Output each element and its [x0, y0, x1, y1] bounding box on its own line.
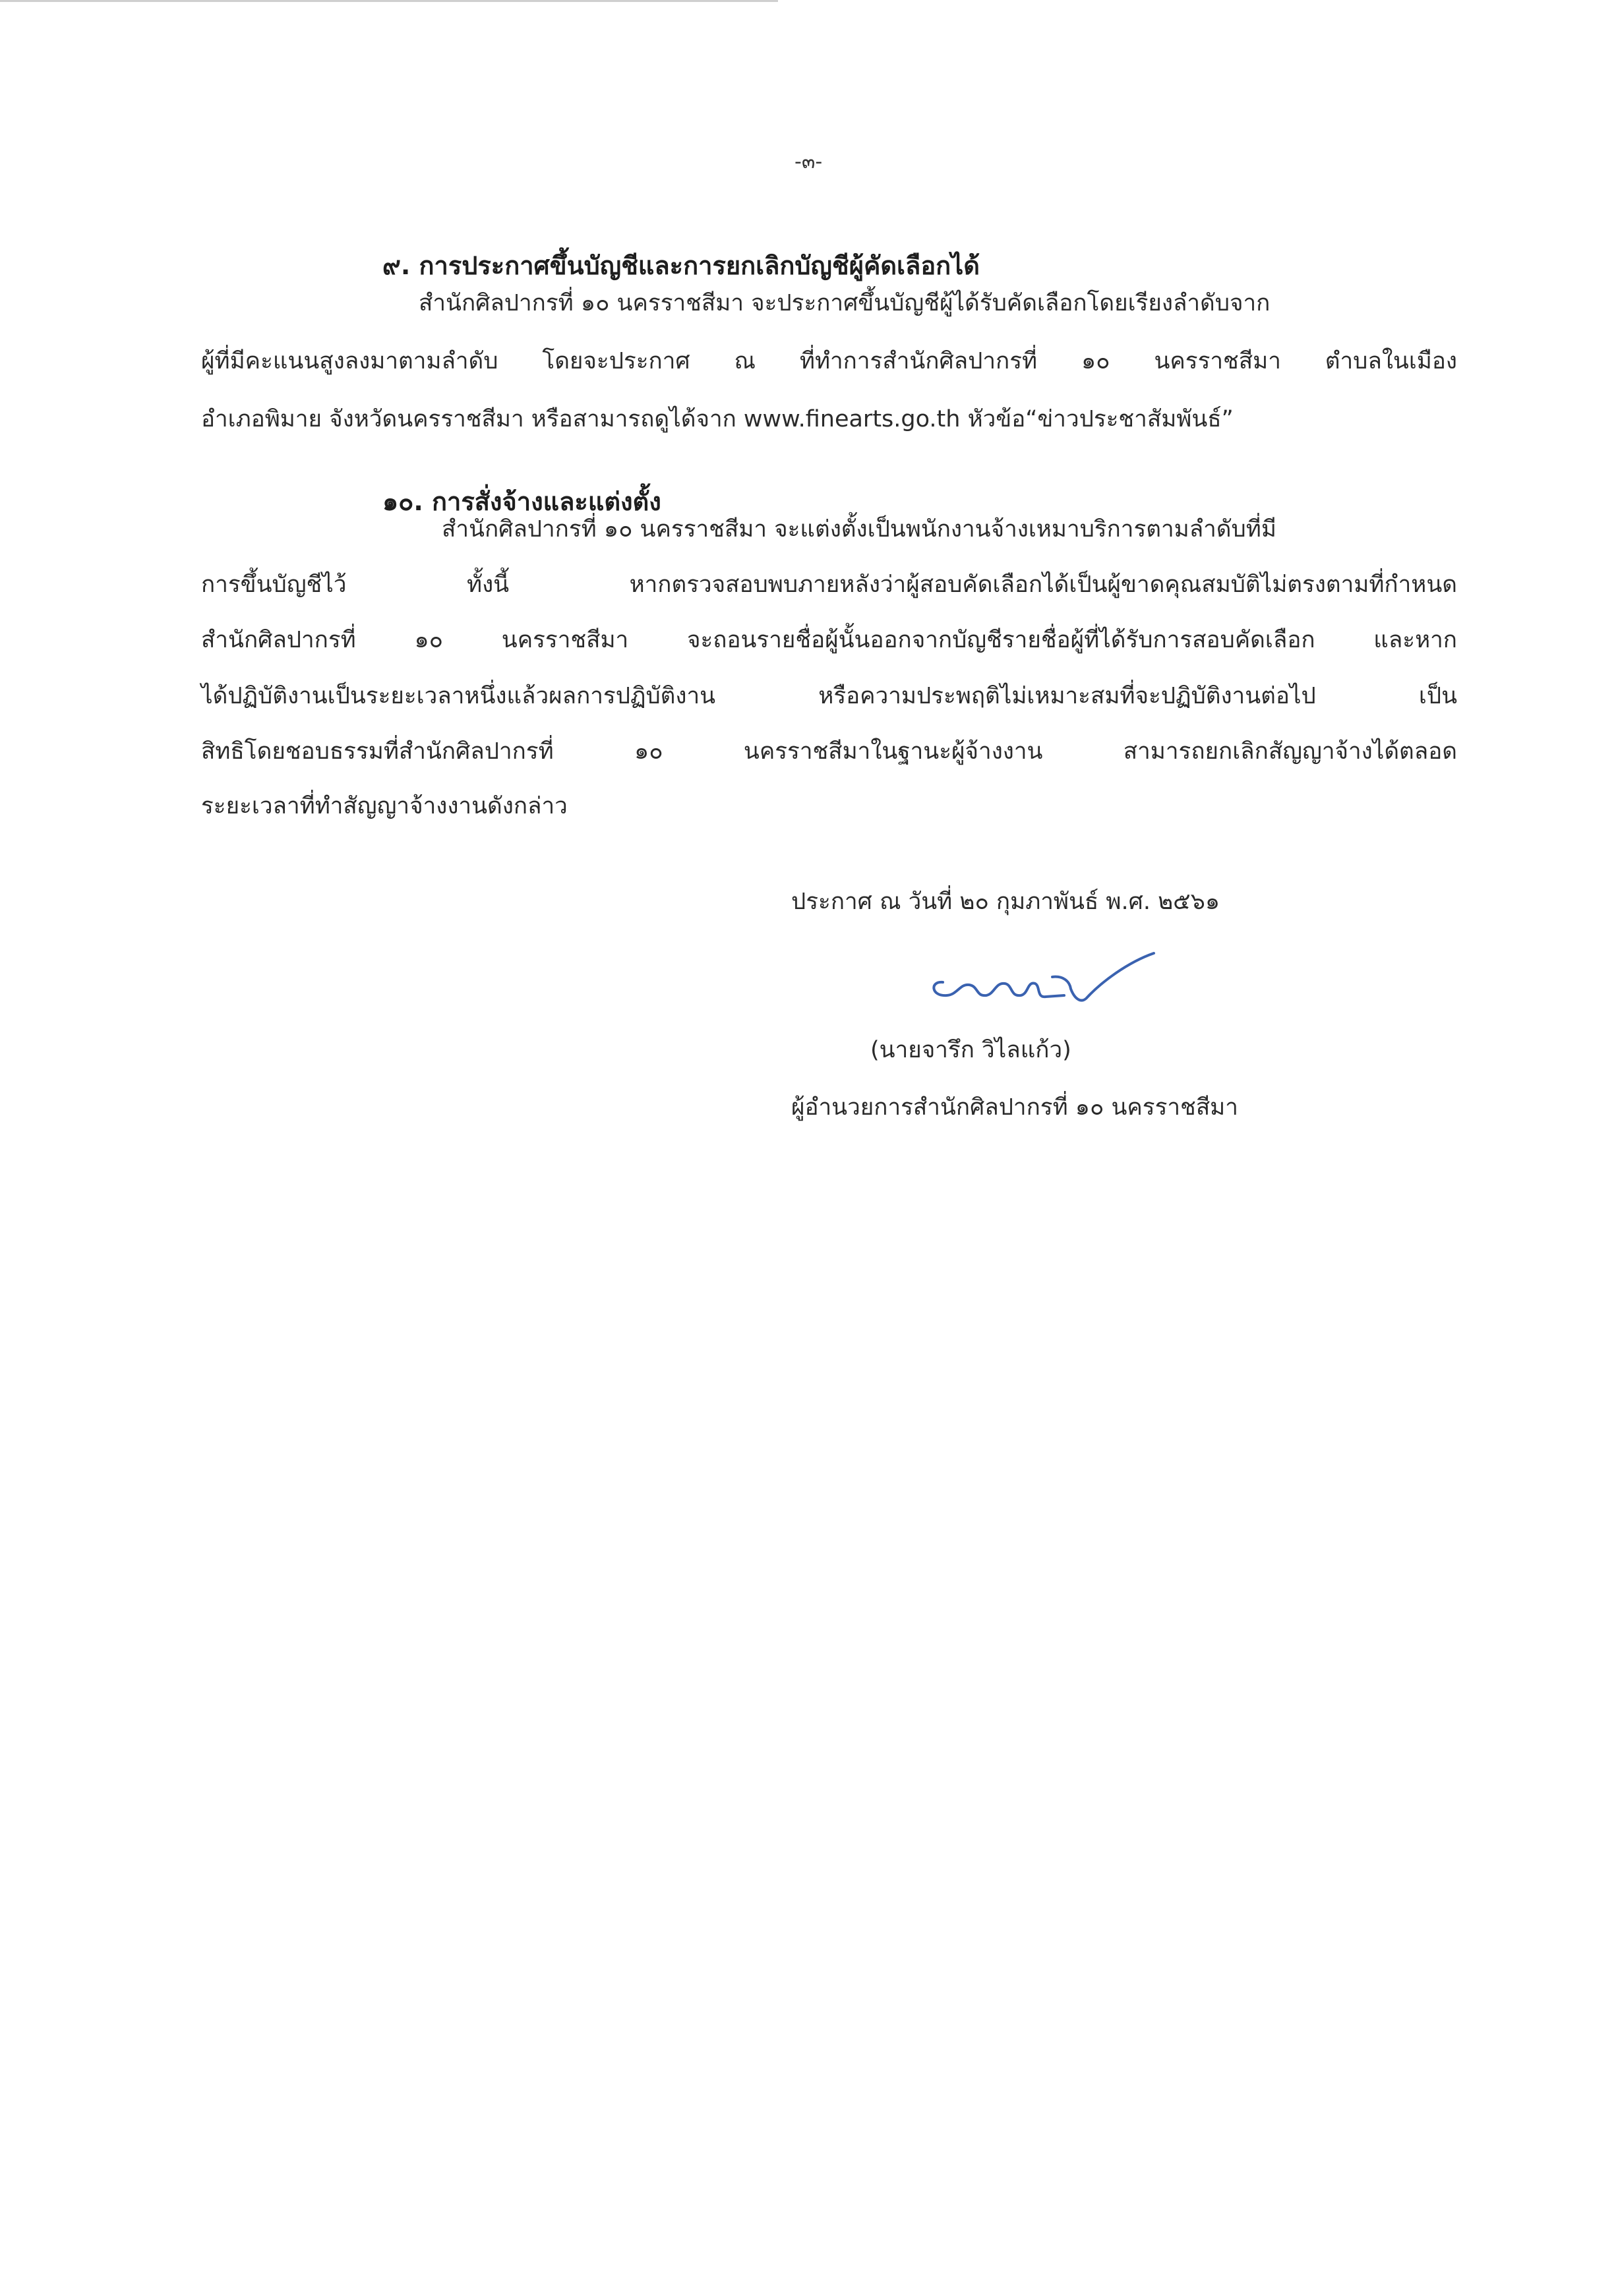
page-number: -๓-: [794, 150, 823, 173]
paragraph-line: สำนักศิลปากรที่ ๑๐ นครราชสีมา จะแต่งตั้งเป็นพนักงานจ้างเหมาบริการตามลำดับที่มี: [442, 516, 1276, 543]
signer-name: (นายจารึก วิไลแก้ว): [870, 1037, 1071, 1063]
announcement-date: ประกาศ ณ วันที่ ๒๐ กุมภาพันธ์ พ.ศ. ๒๕๖๑: [791, 889, 1220, 915]
paragraph-line: อำเภอพิมาย จังหวัดนครราชสีมา หรือสามารถดูได้จาก www.finearts.go.th หัวข้อ“ข่าวประชาสัมพันธ์”: [201, 406, 1234, 432]
signer-position: ผู้อำนวยการสำนักศิลปากรที่ ๑๐ นครราชสีมา: [791, 1094, 1238, 1121]
paragraph-line: ผู้ที่มีคะแนนสูงลงมาตามลำดับ โดยจะประกาศ ณ ที่ทำการสำนักศิลปากรที่ ๑๐ นครราชสีมา ตำบลในเมือง: [201, 348, 1457, 374]
paragraph-line: การขึ้นบัญชีไว้ ทั้งนี้ หากตรวจสอบพบภายหลังว่าผู้สอบคัดเลือกได้เป็นผู้ขาดคุณสมบัติไม่ตรงตามที่กำหนด: [201, 572, 1457, 598]
paragraph-line: ระยะเวลาที่ทำสัญญาจ้างงานดังกล่าว: [201, 793, 568, 819]
section-10-paragraph: [201, 511, 1457, 854]
paragraph-line: ได้ปฏิบัติงานเป็นระยะเวลาหนึ่งแล้วผลการปฏิบัติงาน หรือความประพฤติไม่เหมาะสมที่จะปฏิบัติงานต่อไป เป็น: [201, 683, 1457, 709]
section-9-heading: ๙. การประกาศขึ้นบัญชีและการยกเลิกบัญชีผู้คัดเลือกได้: [382, 251, 980, 280]
section-9-paragraph: [201, 285, 1457, 436]
handwritten-signature: [923, 943, 1174, 1015]
section-10-heading: ๑๐. การสั่งจ้างและแต่งตั้ง: [382, 487, 661, 516]
paragraph-line: สิทธิโดยชอบธรรมที่สำนักศิลปากรที่ ๑๐ นครราชสีมาในฐานะผู้จ้างงาน สามารถยกเลิกสัญญาจ้างได้ตลอด: [201, 738, 1457, 765]
scan-edge-line: [0, 0, 778, 2]
paragraph-line: สำนักศิลปากรที่ ๑๐ นครราชสีมา จะประกาศขึ้นบัญชีผู้ได้รับคัดเลือกโดยเรียงลำดับจาก: [419, 290, 1271, 316]
paragraph-line: สำนักศิลปากรที่ ๑๐ นครราชสีมา จะถอนรายชื่อผู้นั้นออกจากบัญชีรายชื่อผู้ที่ได้รับการสอบคัดเลือก และหาก: [201, 627, 1457, 653]
